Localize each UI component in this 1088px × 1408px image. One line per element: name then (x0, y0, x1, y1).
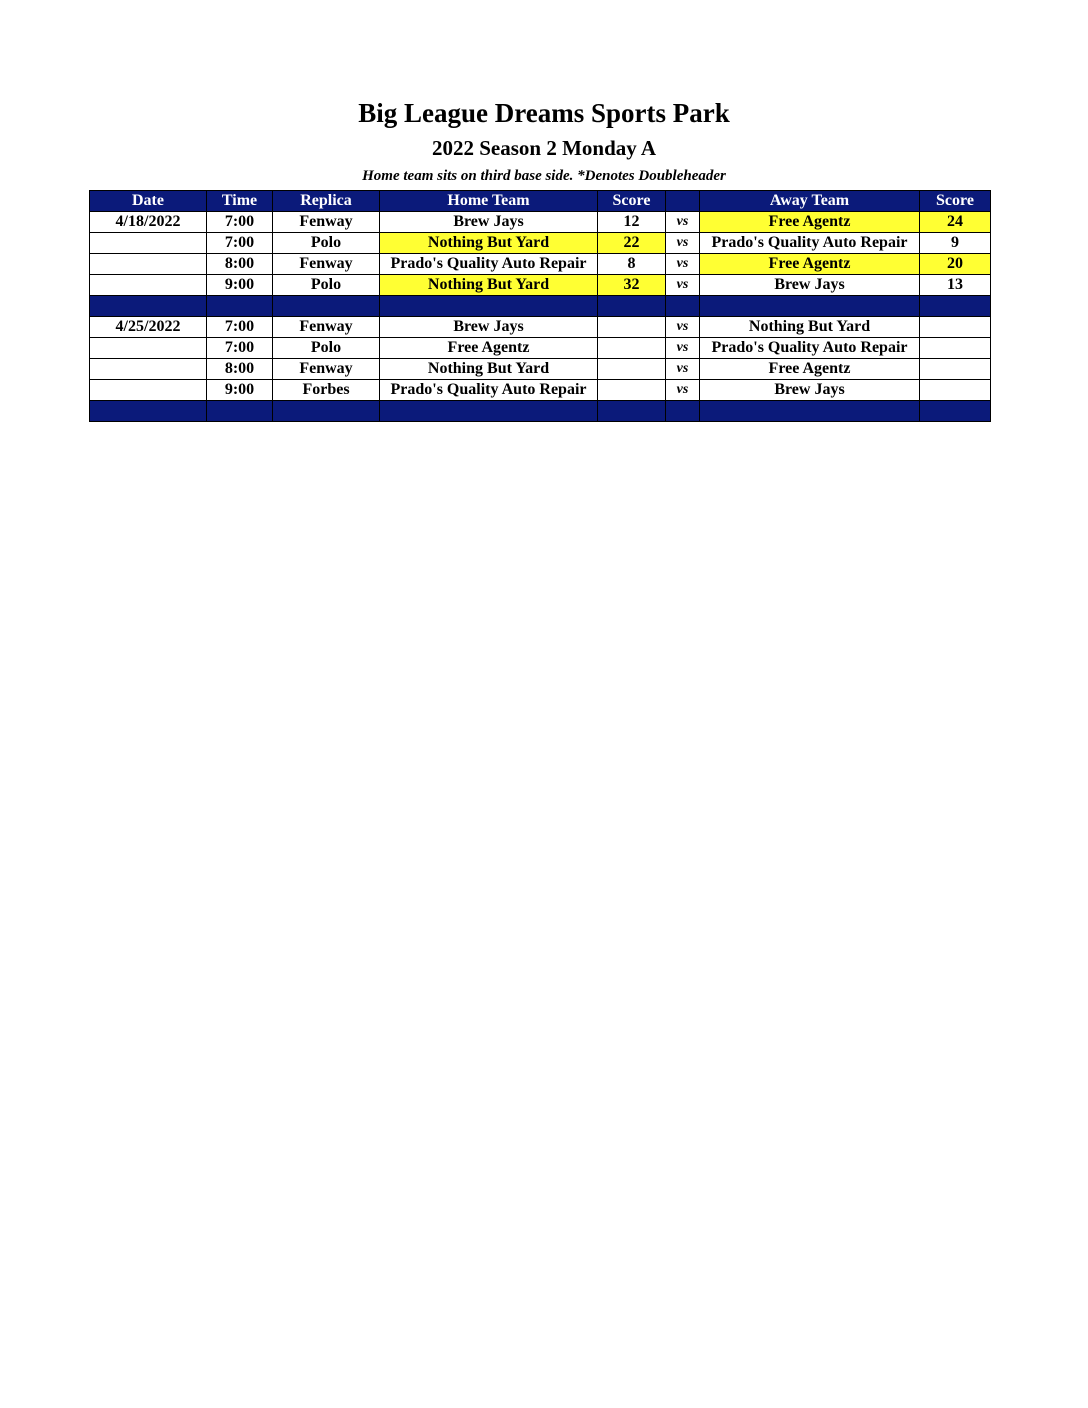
time-cell: 9:00 (207, 275, 273, 296)
game-row (90, 233, 991, 254)
away-team-cell: Free Agentz (700, 359, 920, 380)
away-score-cell: 24 (920, 212, 991, 233)
week-separator-row (90, 401, 991, 422)
separator-cell (90, 296, 207, 317)
replica-cell: Fenway (273, 254, 380, 275)
away-score-cell (920, 359, 991, 380)
date-cell (90, 233, 207, 254)
vs-cell: vs (666, 380, 700, 401)
away-team-cell: Prado's Quality Auto Repair (700, 233, 920, 254)
separator-cell (598, 296, 666, 317)
time-cell: 8:00 (207, 359, 273, 380)
replica-cell: Fenway (273, 359, 380, 380)
vs-cell: vs (666, 317, 700, 338)
time-cell: 9:00 (207, 380, 273, 401)
game-row (90, 338, 991, 359)
col-header-home-score: Score (598, 191, 666, 212)
replica-cell: Forbes (273, 380, 380, 401)
home-score-cell: 12 (598, 212, 666, 233)
separator-cell (920, 401, 991, 422)
home-score-cell (598, 317, 666, 338)
col-header-away-score: Score (920, 191, 991, 212)
replica-cell: Polo (273, 338, 380, 359)
separator-cell (666, 296, 700, 317)
home-score-cell (598, 359, 666, 380)
replica-cell: Fenway (273, 317, 380, 338)
col-header-time: Time (207, 191, 273, 212)
home-score-cell: 32 (598, 275, 666, 296)
home-score-cell (598, 338, 666, 359)
separator-cell (598, 401, 666, 422)
date-cell: 4/25/2022 (90, 317, 207, 338)
game-row (90, 275, 991, 296)
week-separator-row (90, 296, 991, 317)
col-header-date: Date (90, 191, 207, 212)
schedule-body (90, 212, 991, 422)
time-cell: 7:00 (207, 317, 273, 338)
game-row (90, 212, 991, 233)
vs-cell: vs (666, 233, 700, 254)
separator-cell (90, 401, 207, 422)
separator-cell (273, 401, 380, 422)
header-row (90, 191, 991, 212)
home-team-cell: Prado's Quality Auto Repair (380, 380, 598, 401)
separator-cell (700, 401, 920, 422)
col-header-away-team: Away Team (700, 191, 920, 212)
schedule-table (89, 190, 991, 422)
home-team-cell: Nothing But Yard (380, 233, 598, 254)
away-score-cell (920, 380, 991, 401)
date-cell (90, 338, 207, 359)
replica-cell: Polo (273, 233, 380, 254)
vs-cell: vs (666, 212, 700, 233)
away-team-cell: Free Agentz (700, 212, 920, 233)
page-title: Big League Dreams Sports Park (358, 98, 730, 128)
away-team-cell: Nothing But Yard (700, 317, 920, 338)
separator-cell (700, 296, 920, 317)
away-score-cell: 20 (920, 254, 991, 275)
home-team-cell: Prado's Quality Auto Repair (380, 254, 598, 275)
home-team-cell: Nothing But Yard (380, 359, 598, 380)
away-score-cell (920, 317, 991, 338)
time-cell: 8:00 (207, 254, 273, 275)
home-team-cell: Brew Jays (380, 317, 598, 338)
home-score-cell: 8 (598, 254, 666, 275)
time-cell: 7:00 (207, 338, 273, 359)
date-cell (90, 380, 207, 401)
home-team-cell: Brew Jays (380, 212, 598, 233)
away-score-cell: 9 (920, 233, 991, 254)
game-row (90, 254, 991, 275)
separator-cell (920, 296, 991, 317)
away-score-cell (920, 338, 991, 359)
separator-cell (273, 296, 380, 317)
page-note: Home team sits on third base side. *Denotes Doubleheader (362, 168, 726, 184)
separator-cell (207, 296, 273, 317)
separator-cell (380, 296, 598, 317)
home-team-cell: Free Agentz (380, 338, 598, 359)
replica-cell: Fenway (273, 212, 380, 233)
vs-cell: vs (666, 338, 700, 359)
separator-cell (380, 401, 598, 422)
home-score-cell: 22 (598, 233, 666, 254)
away-team-cell: Free Agentz (700, 254, 920, 275)
date-cell (90, 254, 207, 275)
away-team-cell: Brew Jays (700, 275, 920, 296)
date-cell: 4/18/2022 (90, 212, 207, 233)
away-team-cell: Prado's Quality Auto Repair (700, 338, 920, 359)
time-cell: 7:00 (207, 233, 273, 254)
away-score-cell: 13 (920, 275, 991, 296)
time-cell: 7:00 (207, 212, 273, 233)
game-row (90, 317, 991, 338)
col-header-replica: Replica (273, 191, 380, 212)
vs-cell: vs (666, 275, 700, 296)
separator-cell (666, 401, 700, 422)
game-row (90, 359, 991, 380)
away-team-cell: Brew Jays (700, 380, 920, 401)
replica-cell: Polo (273, 275, 380, 296)
page-subtitle: 2022 Season 2 Monday A (431, 136, 657, 160)
date-cell (90, 359, 207, 380)
col-header-vs (666, 191, 700, 212)
home-score-cell (598, 380, 666, 401)
col-header-home-team: Home Team (380, 191, 598, 212)
game-row (90, 380, 991, 401)
date-cell (90, 275, 207, 296)
vs-cell: vs (666, 359, 700, 380)
vs-cell: vs (666, 254, 700, 275)
separator-cell (207, 401, 273, 422)
home-team-cell: Nothing But Yard (380, 275, 598, 296)
